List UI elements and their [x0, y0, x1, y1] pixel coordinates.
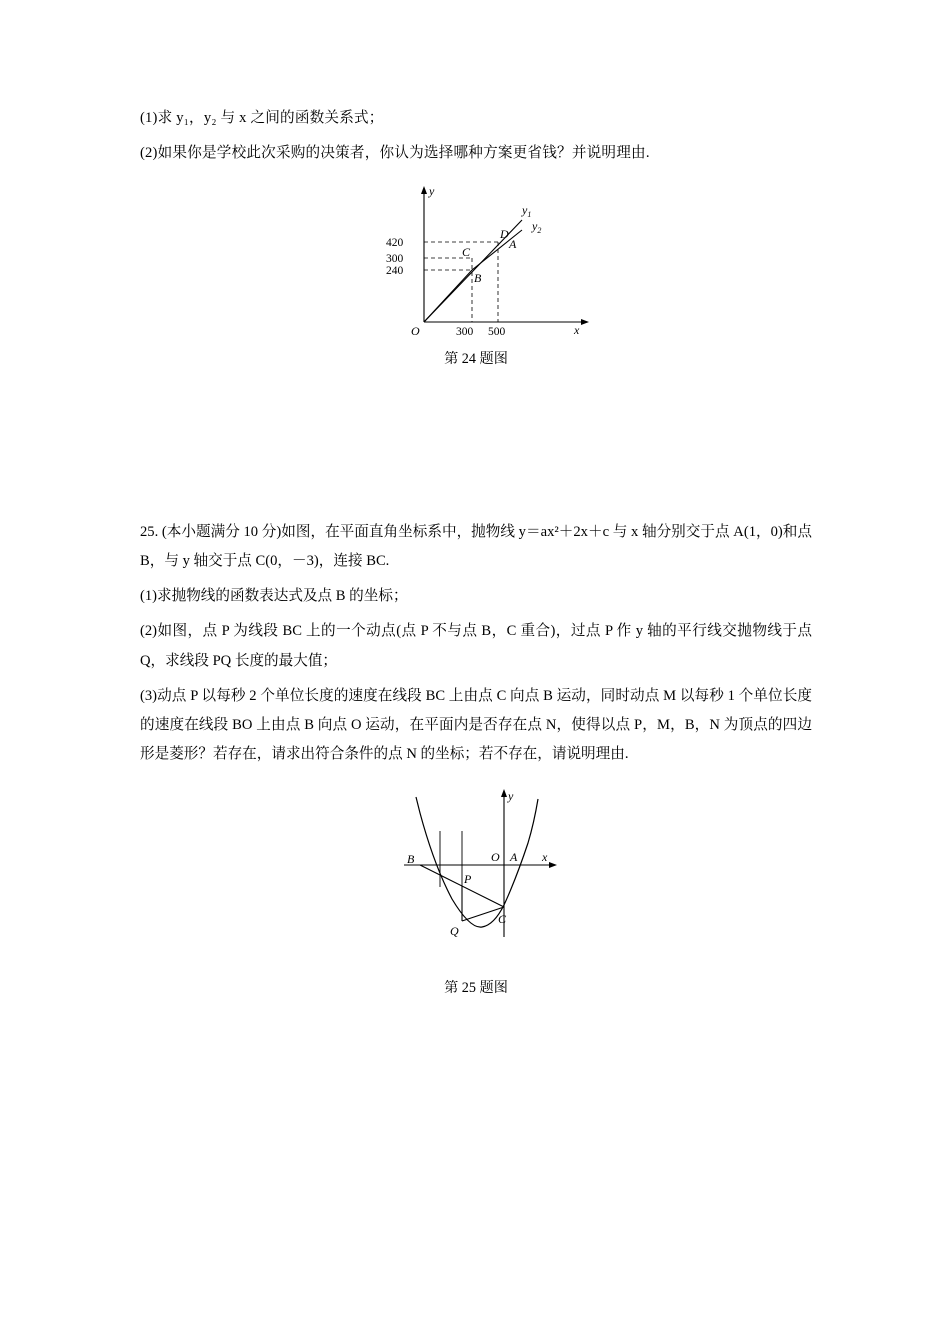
figure-25-caption: 第 25 题图	[444, 980, 508, 997]
svg-text:y: y	[429, 183, 435, 198]
figure-24-caption: 第 24 题图	[444, 350, 508, 367]
figure-25-wrap	[140, 787, 812, 997]
svg-text:y: y	[508, 789, 514, 804]
q25-stem: 25. (本小题满分 10 分)如图，在平面直角坐标系中，抛物线 y＝ax²＋2x＋c 与 x 轴分别交于点 A(1，0)和点 B，与 y 轴交于点 C(0，－3)，连接 BC.	[140, 523, 812, 570]
svg-text:Q: Q	[450, 924, 459, 939]
svg-text:A: A	[510, 850, 518, 865]
q24-part2: (2)如果你是学校此次采购的决策者，你认为选择哪种方案更省钱？并说明理由.	[140, 145, 650, 162]
svg-text:D: D	[500, 226, 509, 241]
svg-text:B: B	[407, 852, 415, 867]
svg-text:240: 240	[386, 264, 404, 277]
svg-text:500: 500	[488, 325, 506, 338]
figure-25	[376, 787, 576, 967]
q24-part1: (1)求 y₁，y₂ 与 x 之间的函数关系式；	[140, 110, 384, 126]
page-content	[140, 104, 812, 997]
svg-text:B: B	[474, 270, 482, 285]
q25-part3: (3)动点 P 以每秒 2 个单位长度的速度在线段 BC 上由点 C 向点 B 运动，同时动点 M 以每秒 1 个单位长度的速度在线段 BO 上由点 B 向点 O 运动，在平面内是否存在点 N，使得以点 P，M，B，N 为顶点的四边形是菱形？若存在，请求出符合条件的点 N 的坐标；若不存在，请说明理由.	[140, 687, 812, 763]
svg-text:300: 300	[456, 325, 474, 338]
figure-24-wrap	[140, 182, 812, 368]
q25-part1: (1)求抛物线的函数表达式及点 B 的坐标；	[140, 588, 408, 605]
svg-text:420: 420	[386, 236, 404, 249]
vertical-spacer	[140, 368, 812, 518]
svg-text:300: 300	[386, 252, 404, 265]
figure-24	[346, 182, 606, 342]
svg-text:O: O	[411, 323, 420, 338]
svg-text:x: x	[542, 850, 548, 865]
svg-text:y1: $y_1$	[522, 202, 532, 219]
svg-text:C: C	[498, 912, 507, 927]
q25-part2: (2)如图，点 P 为线段 BC 上的一个动点(点 P 不与点 B，C 重合)，过点 P 作 y 轴的平行线交抛物线于点 Q，求线段 PQ 长度的最大值；	[140, 623, 812, 669]
svg-text:A: A	[509, 236, 517, 251]
svg-text:x: x	[574, 322, 580, 337]
svg-text:C: C	[462, 244, 471, 259]
svg-text:O: O	[491, 850, 500, 865]
svg-text:P: P	[464, 872, 472, 887]
svg-text:y2: $y_2$	[532, 218, 542, 235]
problem-25	[140, 518, 812, 770]
